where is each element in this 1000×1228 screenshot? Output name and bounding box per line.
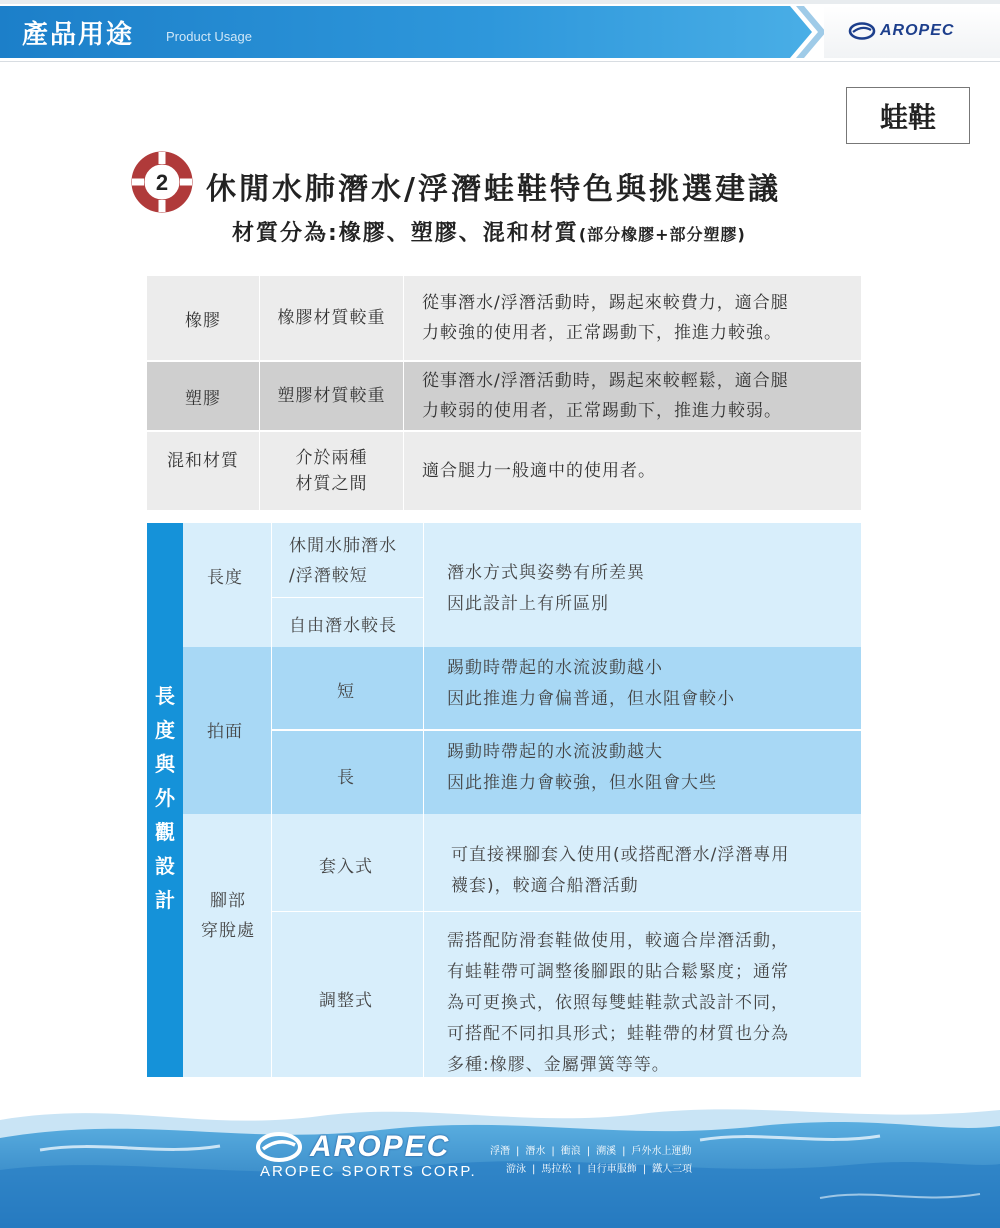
material-desc: 適合腿力一般適中的使用者。 bbox=[422, 461, 656, 481]
header-title: 產品用途 bbox=[22, 20, 135, 50]
footer-tags-row2: 游泳 | 馬拉松 | 自行車服飾 | 鐵人三項 bbox=[506, 1164, 693, 1175]
blade-short-desc: 踢動時帶起的水流波動越小 因此推進力會偏普通，但水阻會較小 bbox=[447, 658, 735, 709]
section-subtitle-main: 材質分為:橡膠、塑膠、混和材質 bbox=[232, 221, 579, 246]
blade-long-desc: 踢動時帶起的水流波動越大 因此推進力會較強，但水阻會大些 bbox=[447, 742, 717, 793]
footer-brand: AROPEC bbox=[310, 1130, 451, 1163]
table-row bbox=[147, 432, 861, 510]
footer-tags-row1: 浮潛 | 潛水 | 衝浪 | 溯溪 | 戶外水上運動 bbox=[490, 1146, 692, 1157]
aropec-logo-icon bbox=[254, 1130, 304, 1164]
section-subtitle bbox=[232, 216, 746, 247]
blade-block bbox=[183, 647, 861, 814]
material-weight: 橡膠材質較重 bbox=[259, 276, 404, 360]
design-table bbox=[147, 523, 861, 1077]
material-name: 橡膠 bbox=[185, 310, 221, 331]
foot-slipon-label: 套入式 bbox=[319, 857, 373, 877]
header-brand: AROPEC bbox=[880, 22, 955, 39]
header-logo[interactable] bbox=[848, 21, 954, 41]
length-desc: 潛水方式與姿勢有所差異 因此設計上有所區別 bbox=[447, 563, 645, 614]
category-label: 蛙鞋 bbox=[846, 87, 970, 144]
material-desc: 從事潛水/浮潛活動時，踢起來較費力，適合腿 力較強的使用者，正常踢動下，推進力較強。 bbox=[422, 293, 789, 343]
material-weight: 介於兩種 材質之間 bbox=[259, 432, 404, 510]
section-title: 休閒水肺潛水/浮潛蛙鞋特色與挑選建議 bbox=[206, 172, 781, 207]
foot-slipon-desc: 可直接裸腳套入使用(或搭配潛水/浮潛專用 襪套)，較適合船潛活動 bbox=[451, 845, 790, 896]
length-option-short: 休閒水肺潛水 /浮潛較短 bbox=[289, 536, 397, 586]
footer-logo[interactable] bbox=[254, 1130, 450, 1164]
header-top-strip bbox=[0, 0, 1000, 4]
material-weight: 塑膠材質較重 bbox=[259, 362, 404, 430]
design-side-label: 長 度 與 外 觀 設 計 bbox=[147, 523, 183, 1077]
foot-block bbox=[183, 814, 861, 1077]
section-subtitle-note: (部分橡膠+部分塑膠) bbox=[578, 225, 746, 244]
materials-table bbox=[147, 276, 861, 510]
foot-adjustable-desc: 需搭配防滑套鞋做使用，較適合岸潛活動， 有蛙鞋帶可調整後腳跟的貼合鬆緊度；通常 為可更換式，依照每雙蛙鞋款式設計不同， 可搭配不同扣具形式；蛙鞋帶的材質也分為 多種:橡膠、金屬彈簧等等。 bbox=[447, 931, 789, 1075]
header-subtitle: Product Usage bbox=[166, 29, 252, 44]
material-desc: 從事潛水/浮潛活動時，踢起來較輕鬆，適合腿 力較弱的使用者，正常踢動下，推進力較弱。 bbox=[422, 371, 789, 421]
material-name: 混和材質 bbox=[167, 451, 239, 471]
lifebuoy-number-icon bbox=[130, 150, 194, 214]
aropec-logo-icon bbox=[848, 21, 876, 41]
length-option-long: 自由潛水較長 bbox=[289, 616, 397, 636]
foot-adjustable-label: 調整式 bbox=[319, 991, 373, 1011]
blade-long-label: 長 bbox=[337, 768, 355, 788]
footer-corp: AROPEC SPORTS CORP. bbox=[260, 1163, 477, 1180]
material-name: 塑膠 bbox=[185, 388, 221, 409]
footer-tags bbox=[490, 1143, 692, 1179]
length-block bbox=[183, 523, 861, 647]
blade-short-label: 短 bbox=[337, 682, 355, 702]
length-label: 長度 bbox=[207, 568, 243, 588]
table-row bbox=[147, 276, 861, 360]
section-number: 2 bbox=[155, 170, 169, 195]
header-banner bbox=[0, 0, 1000, 62]
foot-label: 腳部 穿脫處 bbox=[201, 891, 255, 941]
table-row bbox=[147, 360, 861, 432]
blade-label: 拍面 bbox=[207, 722, 243, 742]
